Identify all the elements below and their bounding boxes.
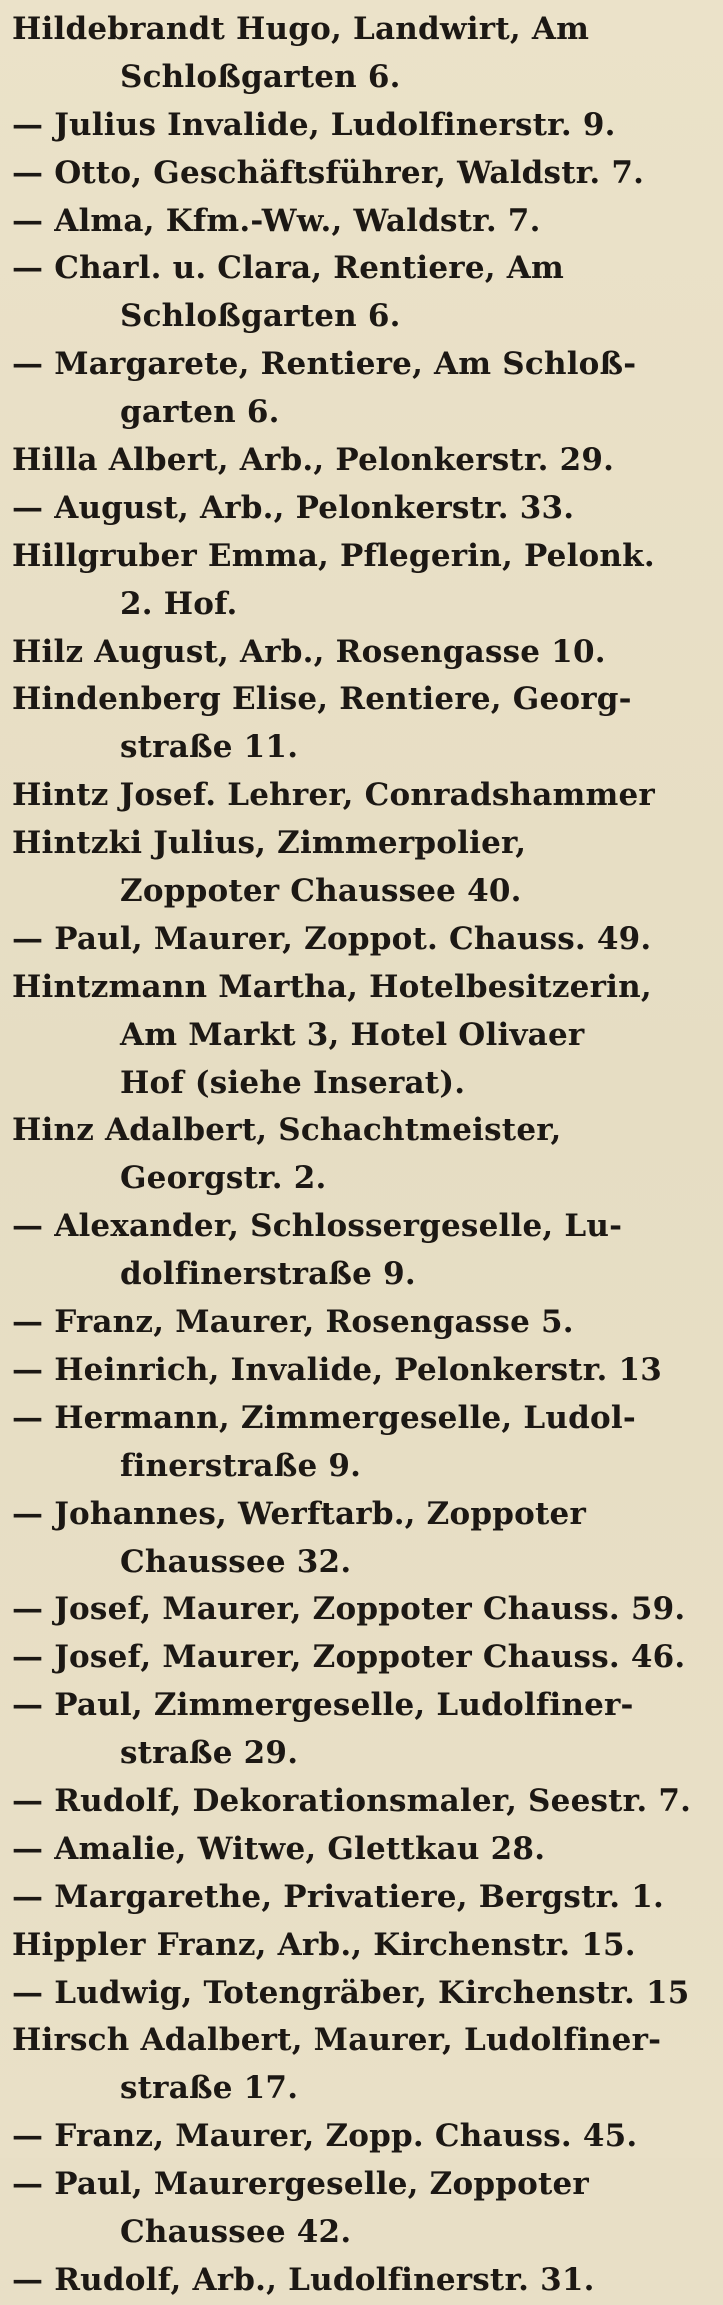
entry-hindenberg-elise bbox=[12, 676, 713, 772]
entry-line: Hintz Josef. Lehrer, Conradshammer bbox=[12, 777, 655, 814]
entry-line: Hintzki Julius, Zimmerpolier, bbox=[12, 825, 527, 862]
entry-line: — Amalie, Witwe, Glettkau 28. bbox=[12, 1830, 546, 1867]
entry-hintzki-julius bbox=[12, 820, 713, 916]
entry-line: — Margarethe, Privatiere, Bergstr. 1. bbox=[12, 1878, 665, 1915]
entry-line: — Franz, Maurer, Zopp. Chauss. 45. bbox=[12, 2118, 638, 2155]
entry-line: — Ludwig, Totengräber, Kirchenstr. 15 bbox=[12, 1974, 690, 2011]
entry-johannes bbox=[12, 1491, 713, 1587]
entry-line: Schloßgarten 6. bbox=[120, 298, 401, 335]
entry-line: straße 29. bbox=[120, 1735, 299, 1772]
entry-margarethe bbox=[12, 1874, 713, 1922]
entry-line: 2. Hof. bbox=[120, 585, 238, 622]
entry-line: — Charl. u. Clara, Rentiere, Am bbox=[12, 250, 564, 287]
entry-line: Hildebrandt Hugo, Landwirt, Am bbox=[12, 11, 590, 47]
entry-rudolf-arb bbox=[12, 2257, 713, 2305]
entry-line: Hindenberg Elise, Rentiere, Georg- bbox=[12, 681, 632, 718]
entry-line: — Josef, Maurer, Zoppoter Chauss. 59. bbox=[12, 1591, 686, 1628]
entry-hilz-august bbox=[12, 629, 713, 677]
entry-rudolf-dekorationsmaler bbox=[12, 1778, 713, 1826]
entry-hildebrandt-hugo bbox=[12, 6, 713, 102]
entry-alexander bbox=[12, 1203, 713, 1299]
entry-line: — Otto, Geschäftsführer, Waldstr. 7. bbox=[12, 154, 645, 191]
entry-line: Am Markt 3, Hotel Olivaer bbox=[120, 1016, 585, 1053]
entry-line: finerstraße 9. bbox=[120, 1447, 362, 1484]
entry-franz-45 bbox=[12, 2113, 713, 2161]
entry-line: Hinz Adalbert, Schachtmeister, bbox=[12, 1112, 562, 1149]
entry-hippler-franz bbox=[12, 1922, 713, 1970]
entry-otto bbox=[12, 150, 713, 198]
entry-amalie bbox=[12, 1826, 713, 1874]
entry-ludwig bbox=[12, 1970, 713, 2018]
entry-paul-maurer bbox=[12, 916, 713, 964]
entry-margarete bbox=[12, 341, 713, 437]
entry-line: Hirsch Adalbert, Maurer, Ludolfiner- bbox=[12, 2022, 662, 2059]
entry-line: — Josef, Maurer, Zoppoter Chauss. 46. bbox=[12, 1639, 686, 1676]
entry-josef-59 bbox=[12, 1586, 713, 1634]
entry-franz-maurer bbox=[12, 1299, 713, 1347]
entry-line: Chaussee 42. bbox=[120, 2213, 352, 2250]
entry-august bbox=[12, 485, 713, 533]
entry-line: straße 17. bbox=[120, 2070, 299, 2107]
entry-line: — Margarete, Rentiere, Am Schloß- bbox=[12, 346, 637, 383]
entry-line: — Heinrich, Invalide, Pelonkerstr. 13 bbox=[12, 1351, 663, 1388]
entry-line: garten 6. bbox=[120, 394, 280, 431]
entry-hirsch-adalbert bbox=[12, 2017, 713, 2113]
entry-line: Zoppoter Chaussee 40. bbox=[120, 873, 522, 910]
entry-charl-clara bbox=[12, 245, 713, 341]
entry-line: — Alexander, Schlossergeselle, Lu- bbox=[12, 1208, 623, 1245]
entry-line: — Julius Invalide, Ludolfinerstr. 9. bbox=[12, 106, 616, 143]
entry-line: — Rudolf, Arb., Ludolfinerstr. 31. bbox=[12, 2261, 595, 2298]
entry-line: Hintzmann Martha, Hotelbesitzerin, bbox=[12, 968, 652, 1005]
entry-paul-maurergeselle bbox=[12, 2161, 713, 2257]
entry-hintz-josef bbox=[12, 772, 713, 820]
entry-line: Hilla Albert, Arb., Pelonkerstr. 29. bbox=[12, 442, 615, 479]
entry-line: — August, Arb., Pelonkerstr. 33. bbox=[12, 489, 575, 526]
entry-line: — Paul, Maurergeselle, Zoppoter bbox=[12, 2166, 589, 2203]
entry-line: straße 11. bbox=[120, 729, 299, 766]
entry-hintzmann-martha bbox=[12, 964, 713, 1108]
entry-line: — Johannes, Werftarb., Zoppoter bbox=[12, 1495, 586, 1532]
entry-hillgruber-emma bbox=[12, 533, 713, 629]
entry-line: Schloßgarten 6. bbox=[120, 58, 401, 95]
entry-line: — Rudolf, Dekorationsmaler, Seestr. 7. bbox=[12, 1782, 692, 1819]
entry-hilla-albert bbox=[12, 437, 713, 485]
entry-line: Hillgruber Emma, Pflegerin, Pelonk. bbox=[12, 537, 655, 574]
entry-line: — Hermann, Zimmergeselle, Ludol- bbox=[12, 1399, 636, 1436]
entry-josef-46 bbox=[12, 1634, 713, 1682]
entry-heinrich bbox=[12, 1347, 713, 1395]
entry-hermann bbox=[12, 1395, 713, 1491]
entry-line: Hof (siehe Inserat). bbox=[120, 1064, 466, 1101]
entry-julius bbox=[12, 102, 713, 150]
entry-line: Hippler Franz, Arb., Kirchenstr. 15. bbox=[12, 1926, 636, 1963]
entry-alma bbox=[12, 198, 713, 246]
entry-line: — Alma, Kfm.-Ww., Waldstr. 7. bbox=[12, 202, 541, 239]
entry-line: dolfinerstraße 9. bbox=[120, 1256, 416, 1293]
entry-hinz-adalbert bbox=[12, 1107, 713, 1203]
entry-line: — Paul, Zimmergeselle, Ludolfiner- bbox=[12, 1687, 634, 1724]
entry-line: Hilz August, Arb., Rosengasse 10. bbox=[12, 633, 606, 670]
entry-line: — Paul, Maurer, Zoppot. Chauss. 49. bbox=[12, 920, 652, 957]
entry-paul-zimmergeselle bbox=[12, 1682, 713, 1778]
entry-line: Chaussee 32. bbox=[120, 1543, 352, 1580]
entry-line: Georgstr. 2. bbox=[120, 1160, 327, 1197]
entry-line: — Franz, Maurer, Rosengasse 5. bbox=[12, 1304, 574, 1341]
